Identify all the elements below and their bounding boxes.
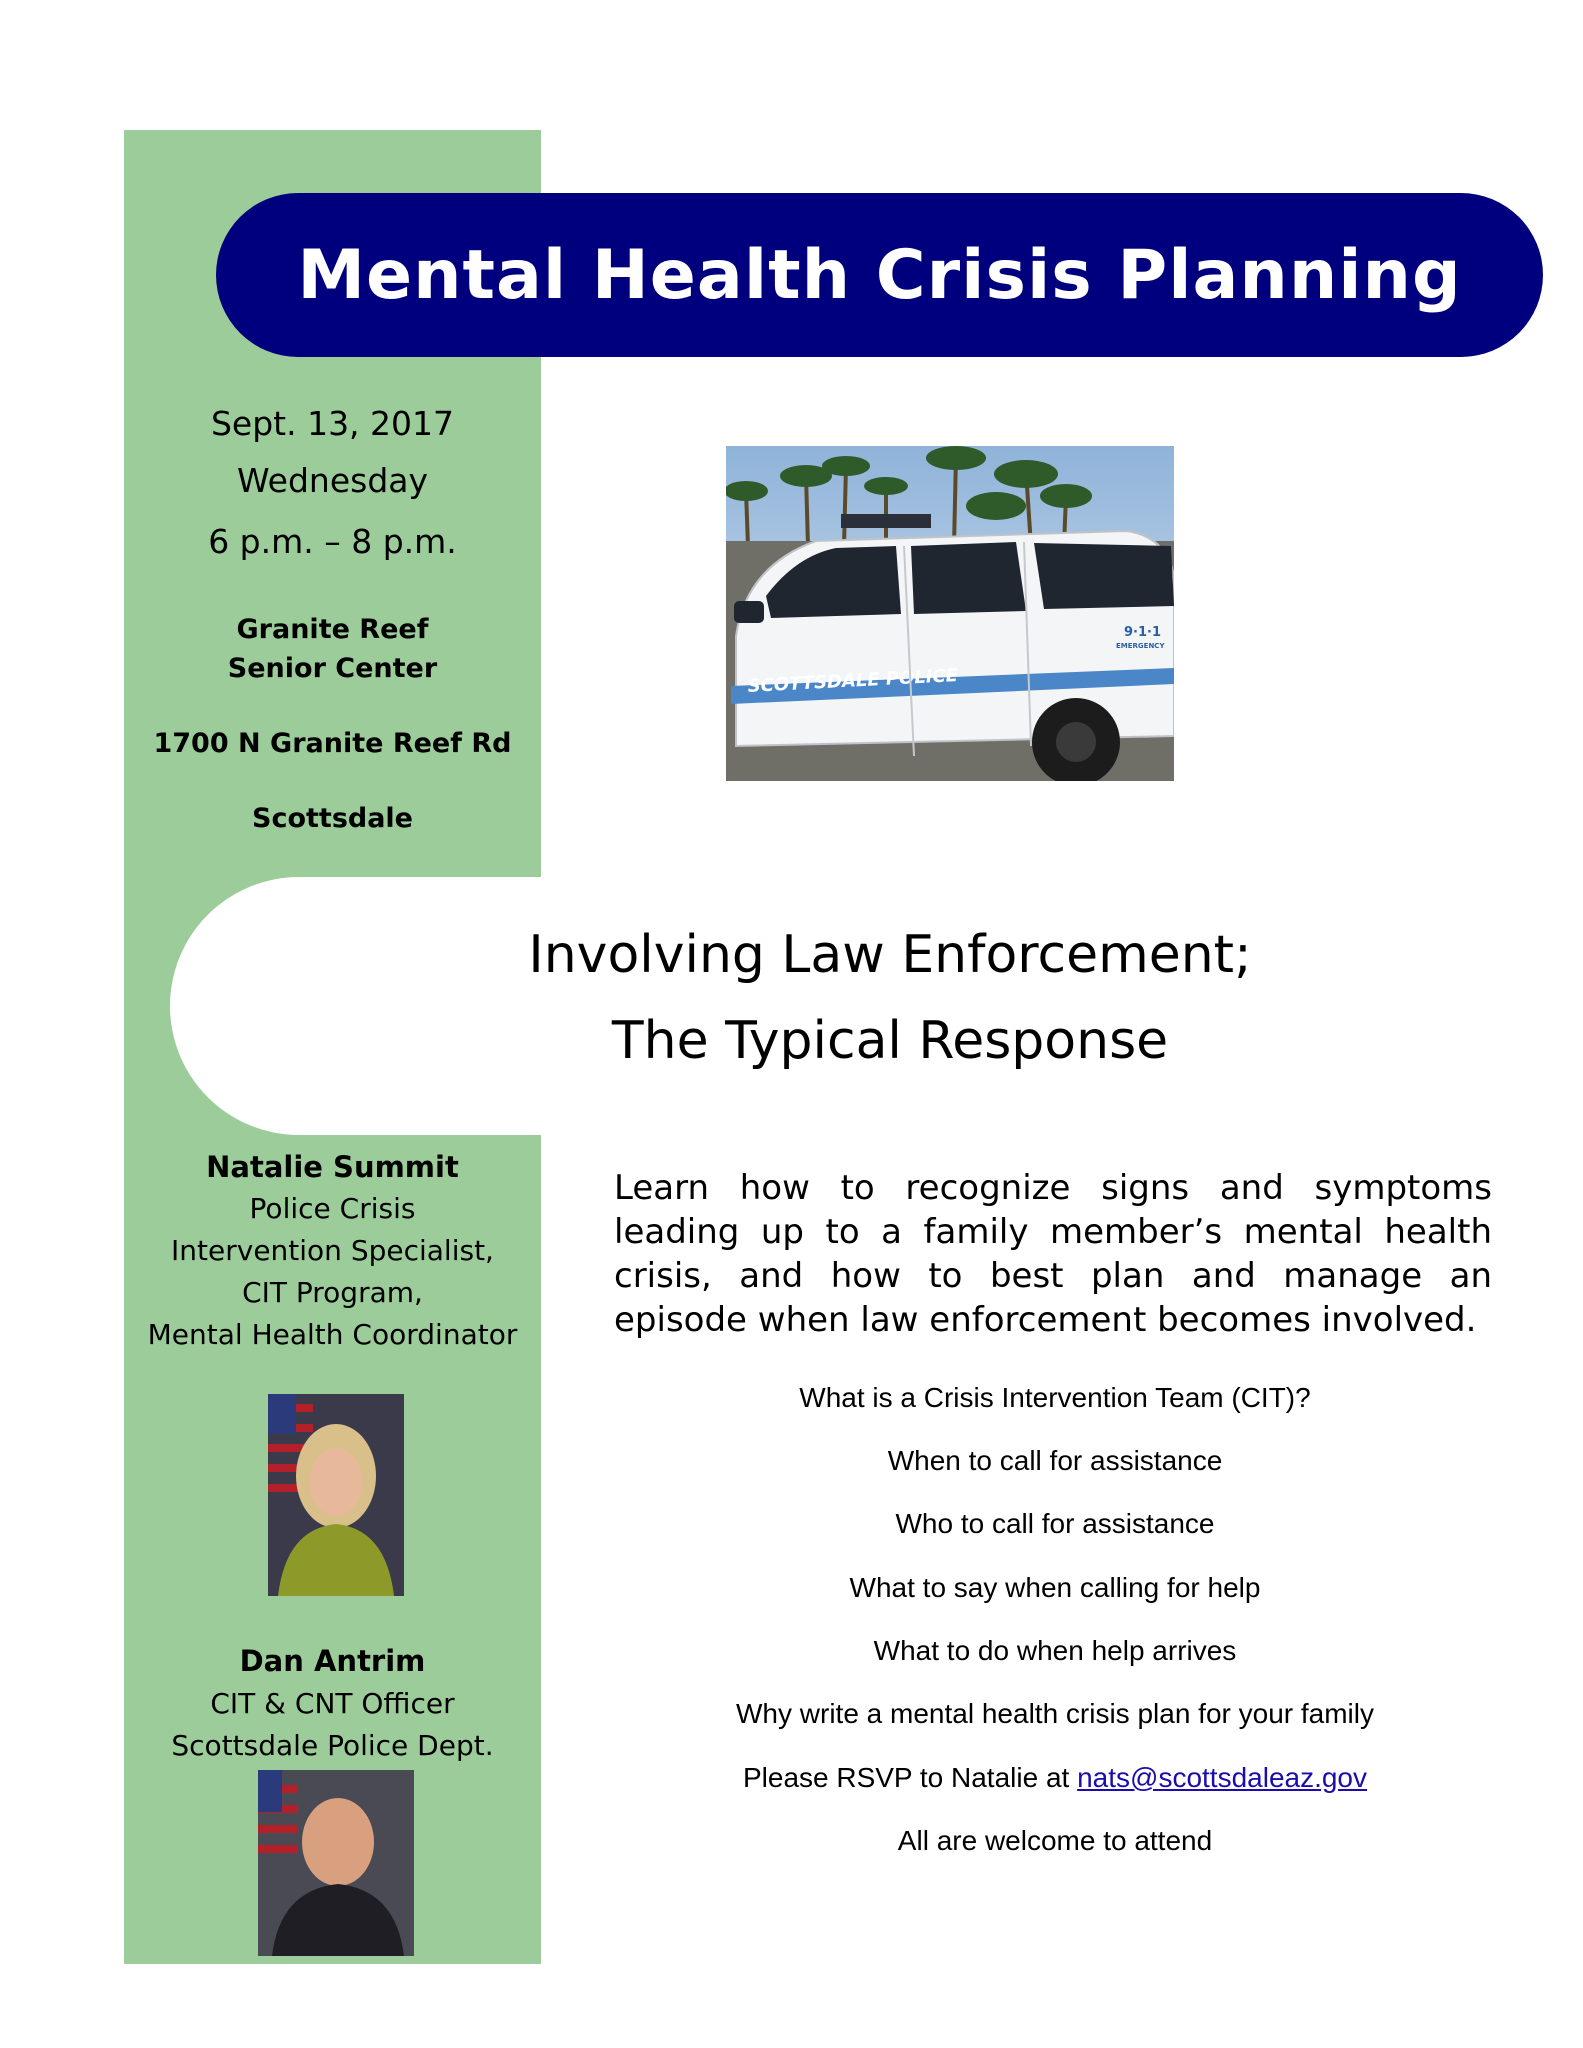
topic-item: What to do when help arrives [873, 1635, 1237, 1666]
topic-item: What to say when calling for help [849, 1572, 1261, 1603]
event-time: 6 p.m. – 8 p.m. [208, 522, 457, 561]
topic-item: What is a Crisis Intervention Team (CIT)? [799, 1382, 1311, 1413]
speaker-role-line: CIT Program, [242, 1276, 423, 1309]
topic-item: Who to call for assistance [895, 1508, 1215, 1539]
speaker-role-line: CIT & CNT Officer [210, 1687, 455, 1720]
event-city: Scottsdale [252, 803, 413, 834]
rsvp-line [655, 1762, 1455, 1794]
welcome-text: All are welcome to attend [897, 1825, 1213, 1856]
intro-paragraph: Learn how to recognize signs and symptoms leading up to a family member’s mental health crisis, and how to best plan and manage an episode when law enforcement becomes involved. [614, 1168, 1492, 1340]
speaker-role-line: Mental Health Coordinator [147, 1318, 518, 1351]
event-venue-line2: Senior Center [227, 653, 438, 684]
speaker-name: Natalie Summit [206, 1150, 459, 1184]
event-address: 1700 N Granite Reef Rd [153, 728, 512, 759]
event-venue-line1: Granite Reef [236, 614, 429, 645]
subtitle-line2: The Typical Response [611, 1011, 1169, 1071]
rsvp-email-link[interactable]: nats@scottsdaleaz.gov [1077, 1762, 1368, 1793]
vehicle-door-text: SCOTTSDALE POLICE [747, 665, 959, 697]
page-title: Mental Health Crisis Planning [297, 235, 1462, 315]
topic-item: Why write a mental health crisis plan for your family [736, 1698, 1374, 1729]
speaker-name: Dan Antrim [239, 1644, 426, 1678]
title-banner [216, 193, 1543, 357]
speaker-role-line: Scottsdale Police Dept. [171, 1729, 494, 1762]
speaker-role-line: Police Crisis [249, 1192, 416, 1225]
event-day: Wednesday [236, 461, 429, 500]
speaker-role-line: Intervention Specialist, [171, 1234, 494, 1267]
speaker-photo-natalie [268, 1394, 404, 1596]
event-date: Sept. 13, 2017 [210, 404, 455, 443]
subtitle-line1: Involving Law Enforcement; [528, 925, 1252, 985]
vehicle-emergency-label: EMERGENCY [1116, 642, 1165, 650]
vehicle-emergency-number: 9·1·1 [1124, 625, 1162, 640]
rsvp-text: Please RSVP to Natalie at [742, 1762, 1078, 1793]
speaker-photo-dan [258, 1770, 414, 1956]
police-vehicle-photo [726, 446, 1174, 781]
topic-item: When to call for assistance [887, 1445, 1223, 1476]
